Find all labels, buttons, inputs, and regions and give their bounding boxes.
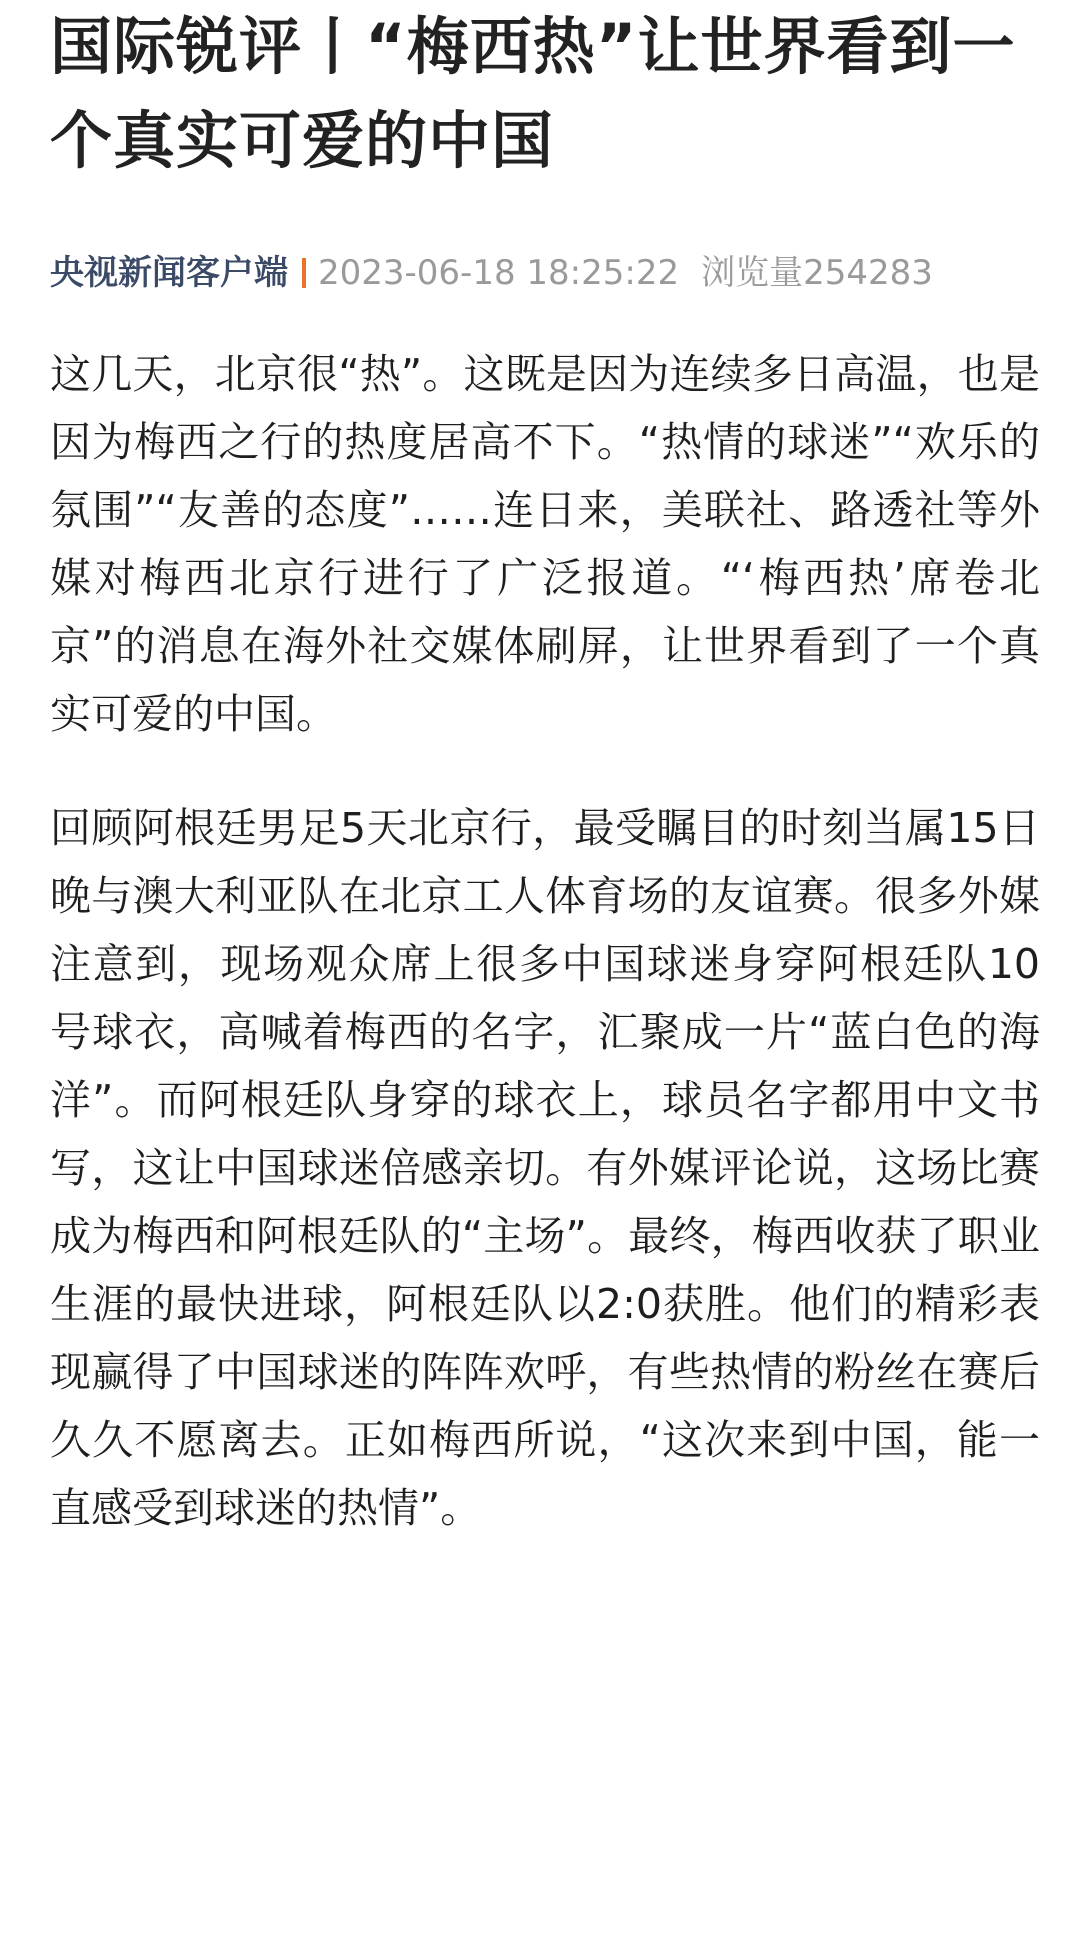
- publish-time: 2023-06-18 18:25:22: [318, 253, 680, 293]
- article: [50, 0, 1040, 1542]
- meta-separator: [302, 258, 306, 288]
- article-paragraph: 回顾阿根廷男足5天北京行，最受瞩目的时刻当属15日晚与澳大利亚队在北京工人体育场的友谊赛。很多外媒注意到，现场观众席上很多中国球迷身穿阿根廷队10号球衣，高喊着梅西的名字，汇聚成一片“蓝白色的海洋”。而阿根廷队身穿的球衣上，球员名字都用中文书写，这让中国球迷倍感亲切。有外媒评论说，这场比赛成为梅西和阿根廷队的“主场”。最终，梅西收获了职业生涯的最快进球，阿根廷队以2:0获胜。他们的精彩表现赢得了中国球迷的阵阵欢呼，有些热情的粉丝在赛后久久不愿离去。正如梅西所说，“这次来到中国，能一直感受到球迷的热情”。: [50, 804, 1040, 1532]
- article-body: [50, 340, 1040, 1542]
- article-title: 国际锐评丨“梅西热”让世界看到一个真实可爱的中国: [50, 10, 1016, 177]
- article-paragraph: 这几天，北京很“热”。这既是因为连续多日高温，也是因为梅西之行的热度居高不下。“热情的球迷”“欢乐的氛围”“友善的态度”……连日来，美联社、路透社等外媒对梅西北京行进行了广泛报道。“‘梅西热’席卷北京”的消息在海外社交媒体刷屏，让世界看到了一个真实可爱的中国。: [50, 350, 1040, 738]
- source-link[interactable]: 央视新闻客户端: [50, 253, 288, 293]
- article-meta: [50, 248, 1040, 298]
- view-count: 浏览量254283: [701, 253, 933, 293]
